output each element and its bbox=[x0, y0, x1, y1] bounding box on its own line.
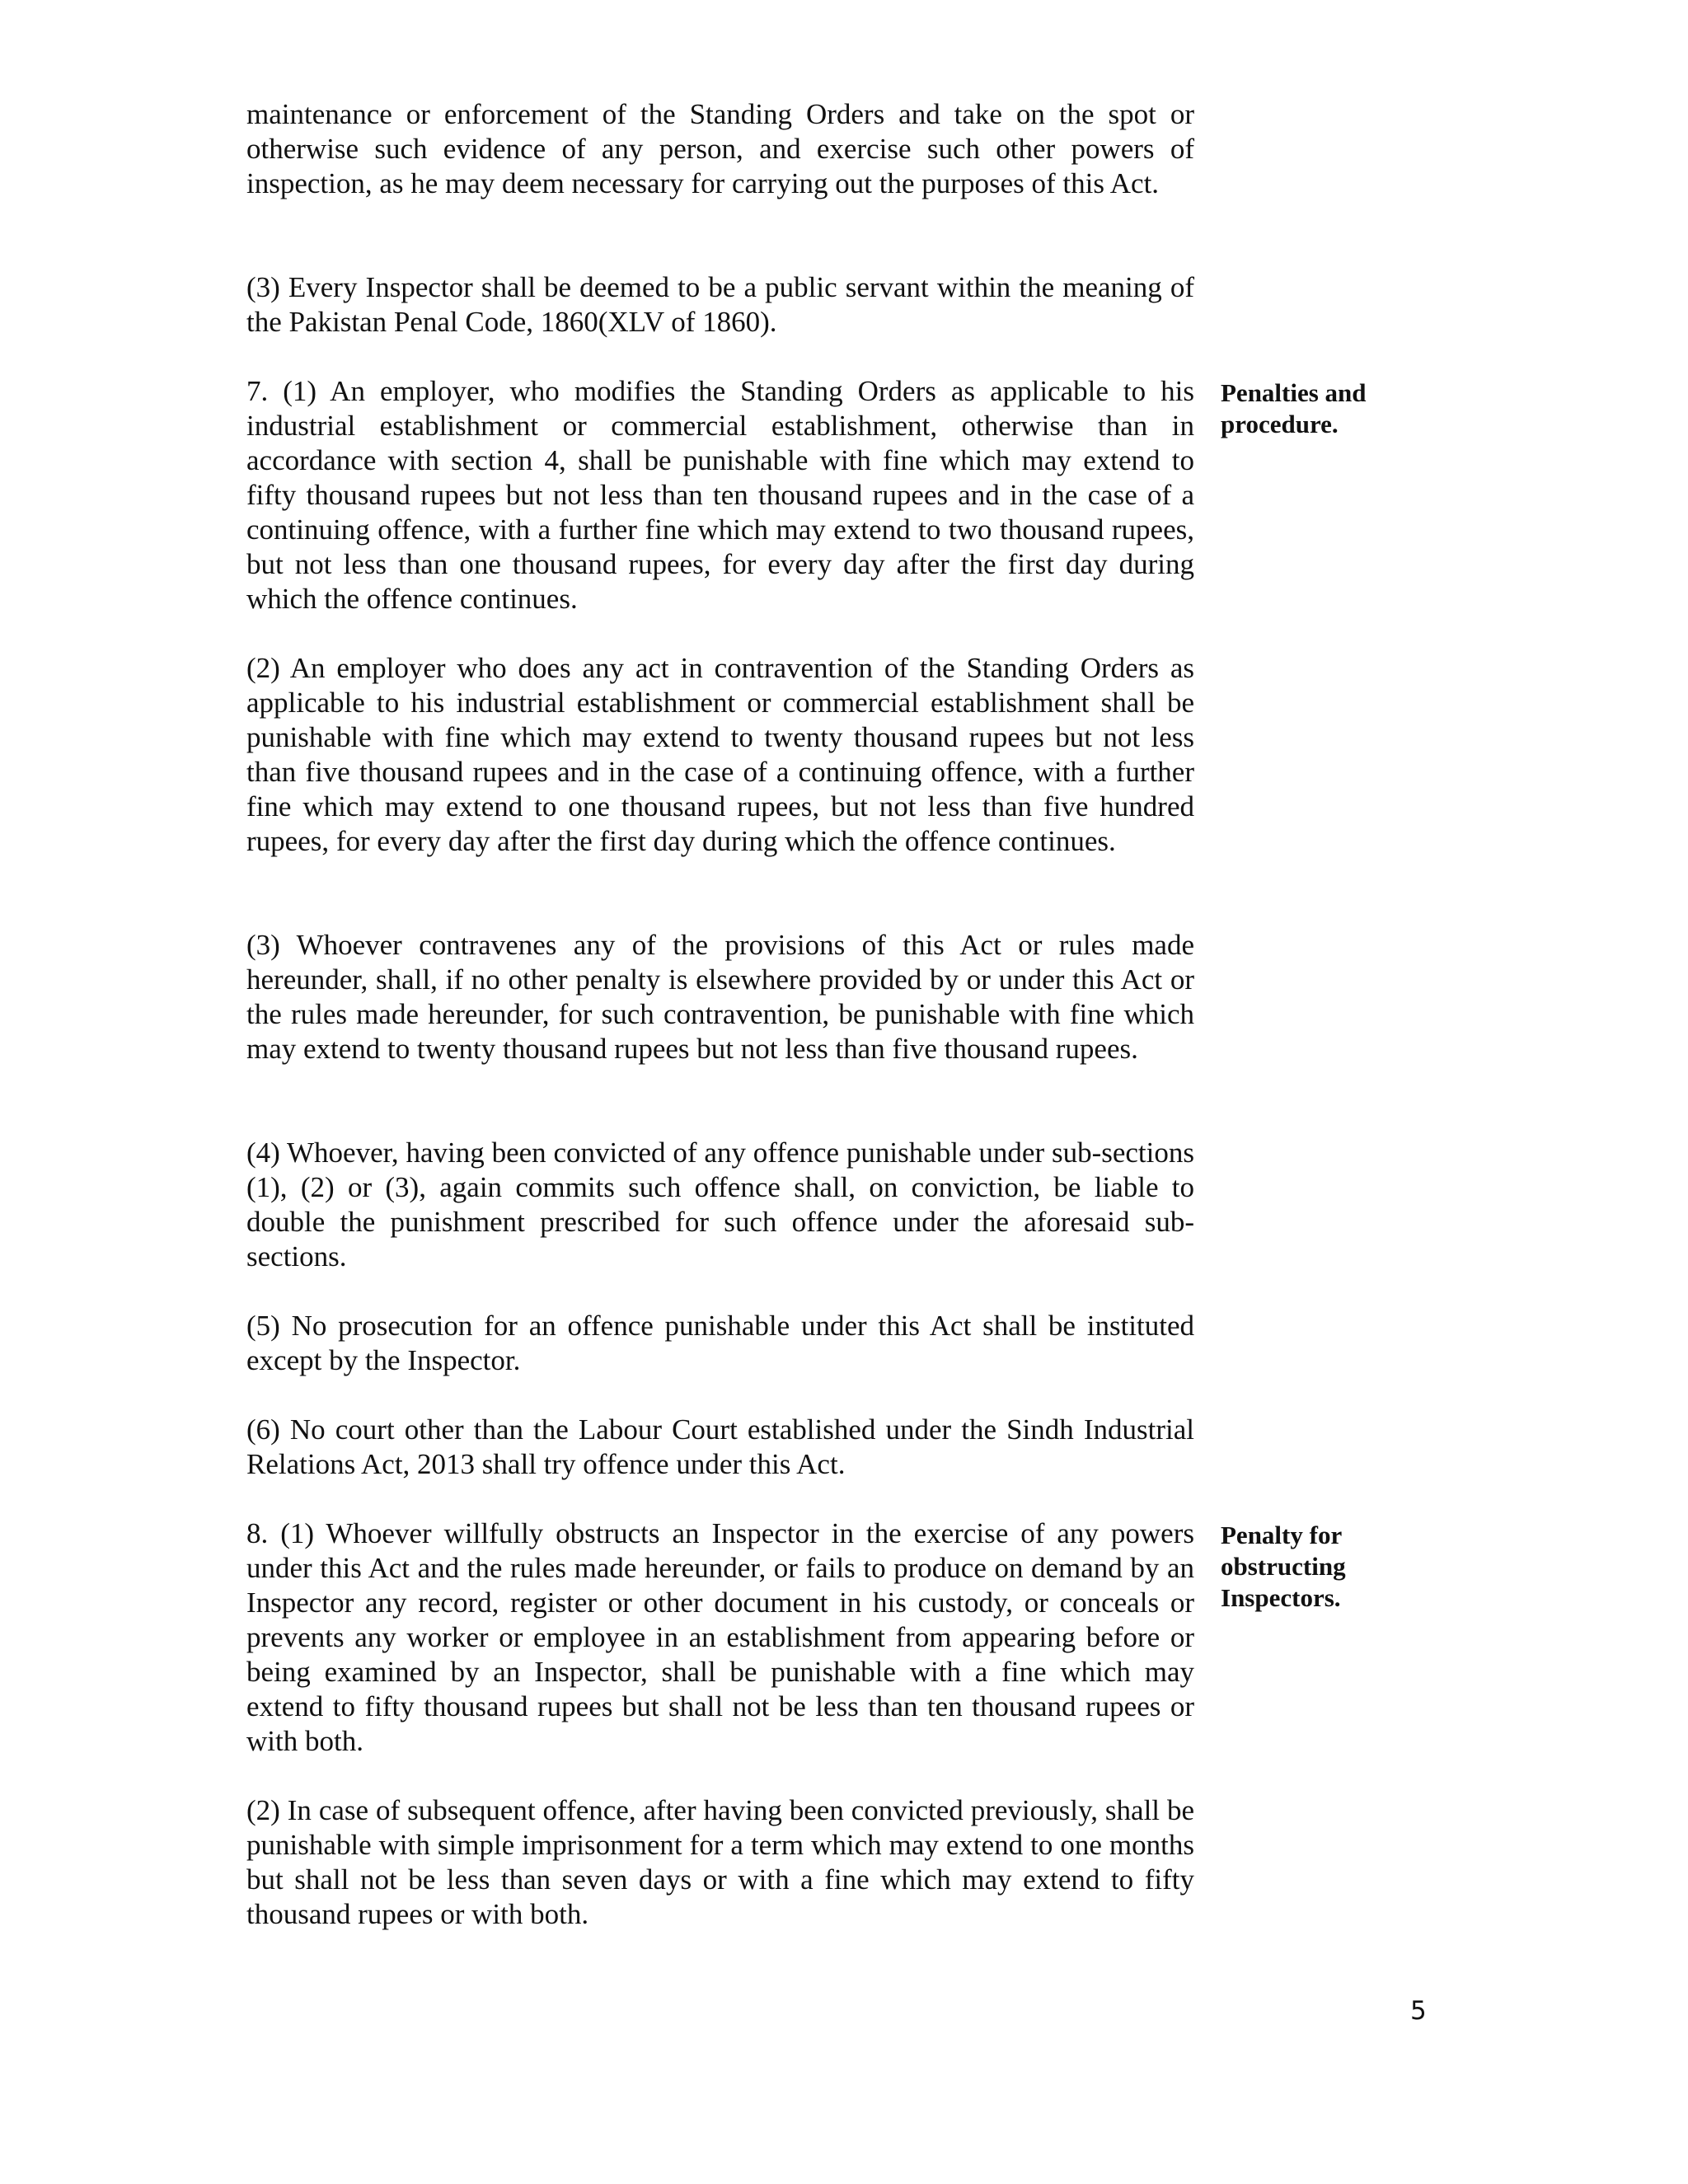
paragraph-7-1: 7. (1) An employer, who modifies the Standing Orders as applicable to his industrial establishment or commercial establishment, otherwise than in accordance with section 4, shall be punishable with fine which may extend to fifty thousand rupees but not less than ten thousand rupees and in the case of a continuing offence, with a further fine which may extend to two thousand rupees, but not less than one thousand rupees, for every day after the first day during which the offence continues. bbox=[246, 375, 1194, 615]
paragraph-7-3: (3) Whoever contravenes any of the provisions of this Act or rules made hereunder, shall, if no other penalty is elsewhere provided by or under this Act or the rules made hereunder, for such contravention, be punishable with fine which may extend to twenty thousand rupees but not less than five thousand rupees. bbox=[246, 929, 1194, 1065]
marginal-note-line: Penalties and bbox=[1221, 378, 1367, 407]
page-number: 5 bbox=[1410, 1996, 1427, 2026]
marginal-note-section-8 bbox=[1221, 1520, 1410, 1614]
paragraph-7-6: (6) No court other than the Labour Court established under the Sindh Industrial Relations Act, 2013 shall try offence under this Act. bbox=[246, 1413, 1194, 1480]
marginal-note-line: Penalty for bbox=[1221, 1521, 1343, 1549]
paragraph-continuation: maintenance or enforcement of the Standing Orders and take on the spot or otherwise such evidence of any person, and exercise such other powers of inspection, as he may deem necessary for carrying out the purposes of this Act. bbox=[246, 98, 1194, 199]
marginal-note-line: obstructing bbox=[1221, 1552, 1346, 1581]
marginal-note-line: procedure. bbox=[1221, 410, 1339, 438]
marginal-note-line: Inspectors. bbox=[1221, 1583, 1341, 1612]
paragraph-7-5: (5) No prosecution for an offence punishable under this Act shall be instituted except by the Inspector. bbox=[246, 1310, 1194, 1376]
paragraph-8-2: (2) In case of subsequent offence, after having been convicted previously, shall be punishable with simple imprisonment for a term which may extend to one months but shall not be less than seven days or with a fine which may extend to fifty thousand rupees or with both. bbox=[246, 1794, 1194, 1930]
paragraph-8-1: 8. (1) Whoever willfully obstructs an Inspector in the exercise of any powers under this Act and the rules made hereunder, or fails to produce on demand by an Inspector any record, register or other document in his custody, or conceals or prevents any worker or employee in an establishment from appearing before or being examined by an Inspector, shall be punishable with a fine which may extend to fifty thousand rupees but shall not be less than ten thousand rupees or with both. bbox=[246, 1517, 1194, 1757]
marginal-note-section-7 bbox=[1221, 377, 1410, 440]
paragraph-7-2: (2) An employer who does any act in contravention of the Standing Orders as applicable to his industrial establishment or commercial establishment shall be punishable with fine which may extend to twenty thousand rupees but not less than five thousand rupees and in the case of a continuing offence, with a further fine which may extend to one thousand rupees, but not less than five hundred rupees, for every day after the first day during which the offence continues. bbox=[246, 652, 1194, 857]
paragraph-7-4: (4) Whoever, having been convicted of any offence punishable under sub-sections (1), (2) or (3), again commits such offence shall, on conviction, be liable to double the punishment prescribed for such offence under the aforesaid sub-sections. bbox=[246, 1137, 1194, 1272]
paragraph-6-3: (3) Every Inspector shall be deemed to be a public servant within the meaning of the Pakistan Penal Code, 1860(XLV of 1860). bbox=[246, 271, 1194, 338]
